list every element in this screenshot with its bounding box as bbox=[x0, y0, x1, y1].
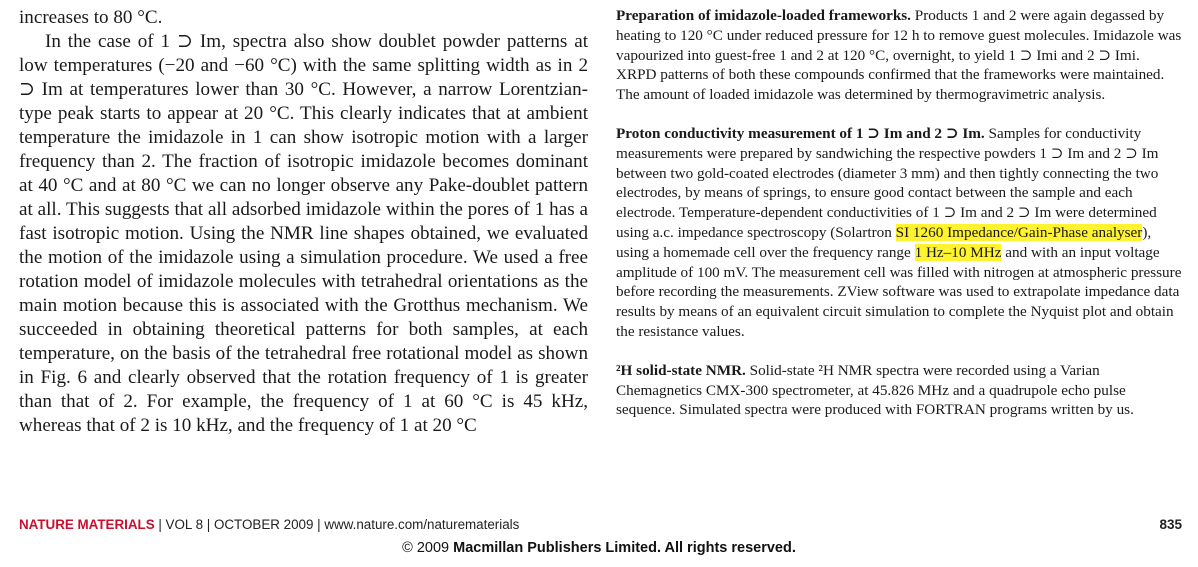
methods-section-conductivity bbox=[616, 124, 1184, 342]
section-heading-conductivity: Proton conductivity measurement of 1 ⊃ Im and 2 ⊃ Im. bbox=[616, 124, 985, 142]
copyright-text: Macmillan Publishers Limited. All rights reserved. bbox=[453, 540, 796, 556]
page-number: 835 bbox=[1159, 517, 1182, 532]
right-column bbox=[616, 6, 1184, 439]
copyright-symbol: © 2009 bbox=[402, 540, 454, 556]
paragraph-continuation: increases to 80 °C. bbox=[19, 7, 163, 28]
page-footer bbox=[19, 517, 519, 532]
section-heading-nmr: ²H solid-state NMR. bbox=[616, 361, 746, 379]
highlight-analyser[interactable]: SI 1260 Impedance/Gain-Phase analyser bbox=[895, 223, 1143, 241]
left-column bbox=[19, 6, 588, 438]
highlight-frequency-range[interactable]: 1 Hz–10 MHz bbox=[914, 243, 1002, 261]
copyright-notice bbox=[0, 540, 1198, 556]
section-body-conductivity-a: Samples for conductivity measurements were prepared by sandwiching the respective powders 1 ⊃ Im and 2 ⊃ Im between two gold-coated electrodes (diameter 3 mm) and then tightly connecting the two electrodes, by means of springs, to ensure good contact between the sample and each electrode. Temperature-dependent conductivities of 1 ⊃ Im and 2 ⊃ Im were determined using a.c. impedance spectroscopy (Solartron bbox=[616, 124, 1159, 241]
section-body-preparation: Products 1 and 2 were again degassed by heating to 120 °C under reduced pressure for 12 h to remove guest molecules. Imidazole was vapourized into guest-free 1 and 2 at 120 °C, overnight, to yield 1 ⊃ Imi and 2 ⊃ Imi. XRPD patterns of both these compounds confirmed that the frameworks were maintained. The amount of loaded imidazole was determined by thermogravimetric analysis. bbox=[616, 7, 1182, 104]
section-body-conductivity-c: and with an input voltage amplitude of 100 mV. The measurement cell was filled with nitrogen at atmospheric pressure before recording the measurements. ZView software was used to extrapolate impedance data results by means of an equivalent circuit simulation to complete the Nyquist plot and obtain the resistance values. bbox=[616, 243, 1182, 340]
methods-section-preparation bbox=[616, 6, 1184, 105]
issue-info: | VOL 8 | OCTOBER 2009 | www.nature.com/naturematerials bbox=[154, 517, 520, 532]
section-heading-preparation: Preparation of imidazole-loaded frameworks. bbox=[616, 7, 911, 24]
paragraph-nmr-results: In the case of 1 ⊃ Im, spectra also show doublet powder patterns at low temperatures (−20 and −60 °C) with the same splitting width as in 2 ⊃ Im at temperatures lower than 30 °C. However, a narrow Lorentzian-type peak starts to appear at 20 °C. This clearly indicates that at ambient temperature the imidazole in 1 can show isotropic motion with a larger frequency than 2. The fraction of isotropic imidazole becomes dominant at 40 °C and at 80 °C we can no longer observe any Pake-doublet pattern at all. This suggests that all adsorbed imidazole within the pores of 1 has a fast isotropic motion. Using the NMR line shapes obtained, we evaluated the motion of the imidazole using a simulation procedure. We used a free rotation model of imidazole molecules with tetrahedral orientations as the main motion because this is associated with the Grotthus mechanism. We succeeded in obtaining theoretical patterns for both samples, at each temperature, on the basis of the tetrahedral free rotational model as shown in Fig. 6 and clearly observed that the rotation frequency of 1 is greater than that of 2. For example, the frequency of 1 at 60 °C is 45 kHz, whereas that of 2 is 10 kHz, and the frequency of 1 at 20 °C bbox=[19, 31, 588, 436]
journal-name: NATURE MATERIALS bbox=[19, 517, 155, 532]
section-body-conductivity-b: ), using a homemade cell over the frequency range bbox=[616, 223, 1152, 261]
methods-section-nmr bbox=[616, 361, 1184, 420]
section-body-nmr: Solid-state ²H NMR spectra were recorded using a Varian Chemagnetics CMX-300 spectrometer, at 45.826 MHz and a quadrupole echo pulse sequence. Simulated spectra were produced with FORTRAN programs written by us. bbox=[616, 361, 1134, 419]
